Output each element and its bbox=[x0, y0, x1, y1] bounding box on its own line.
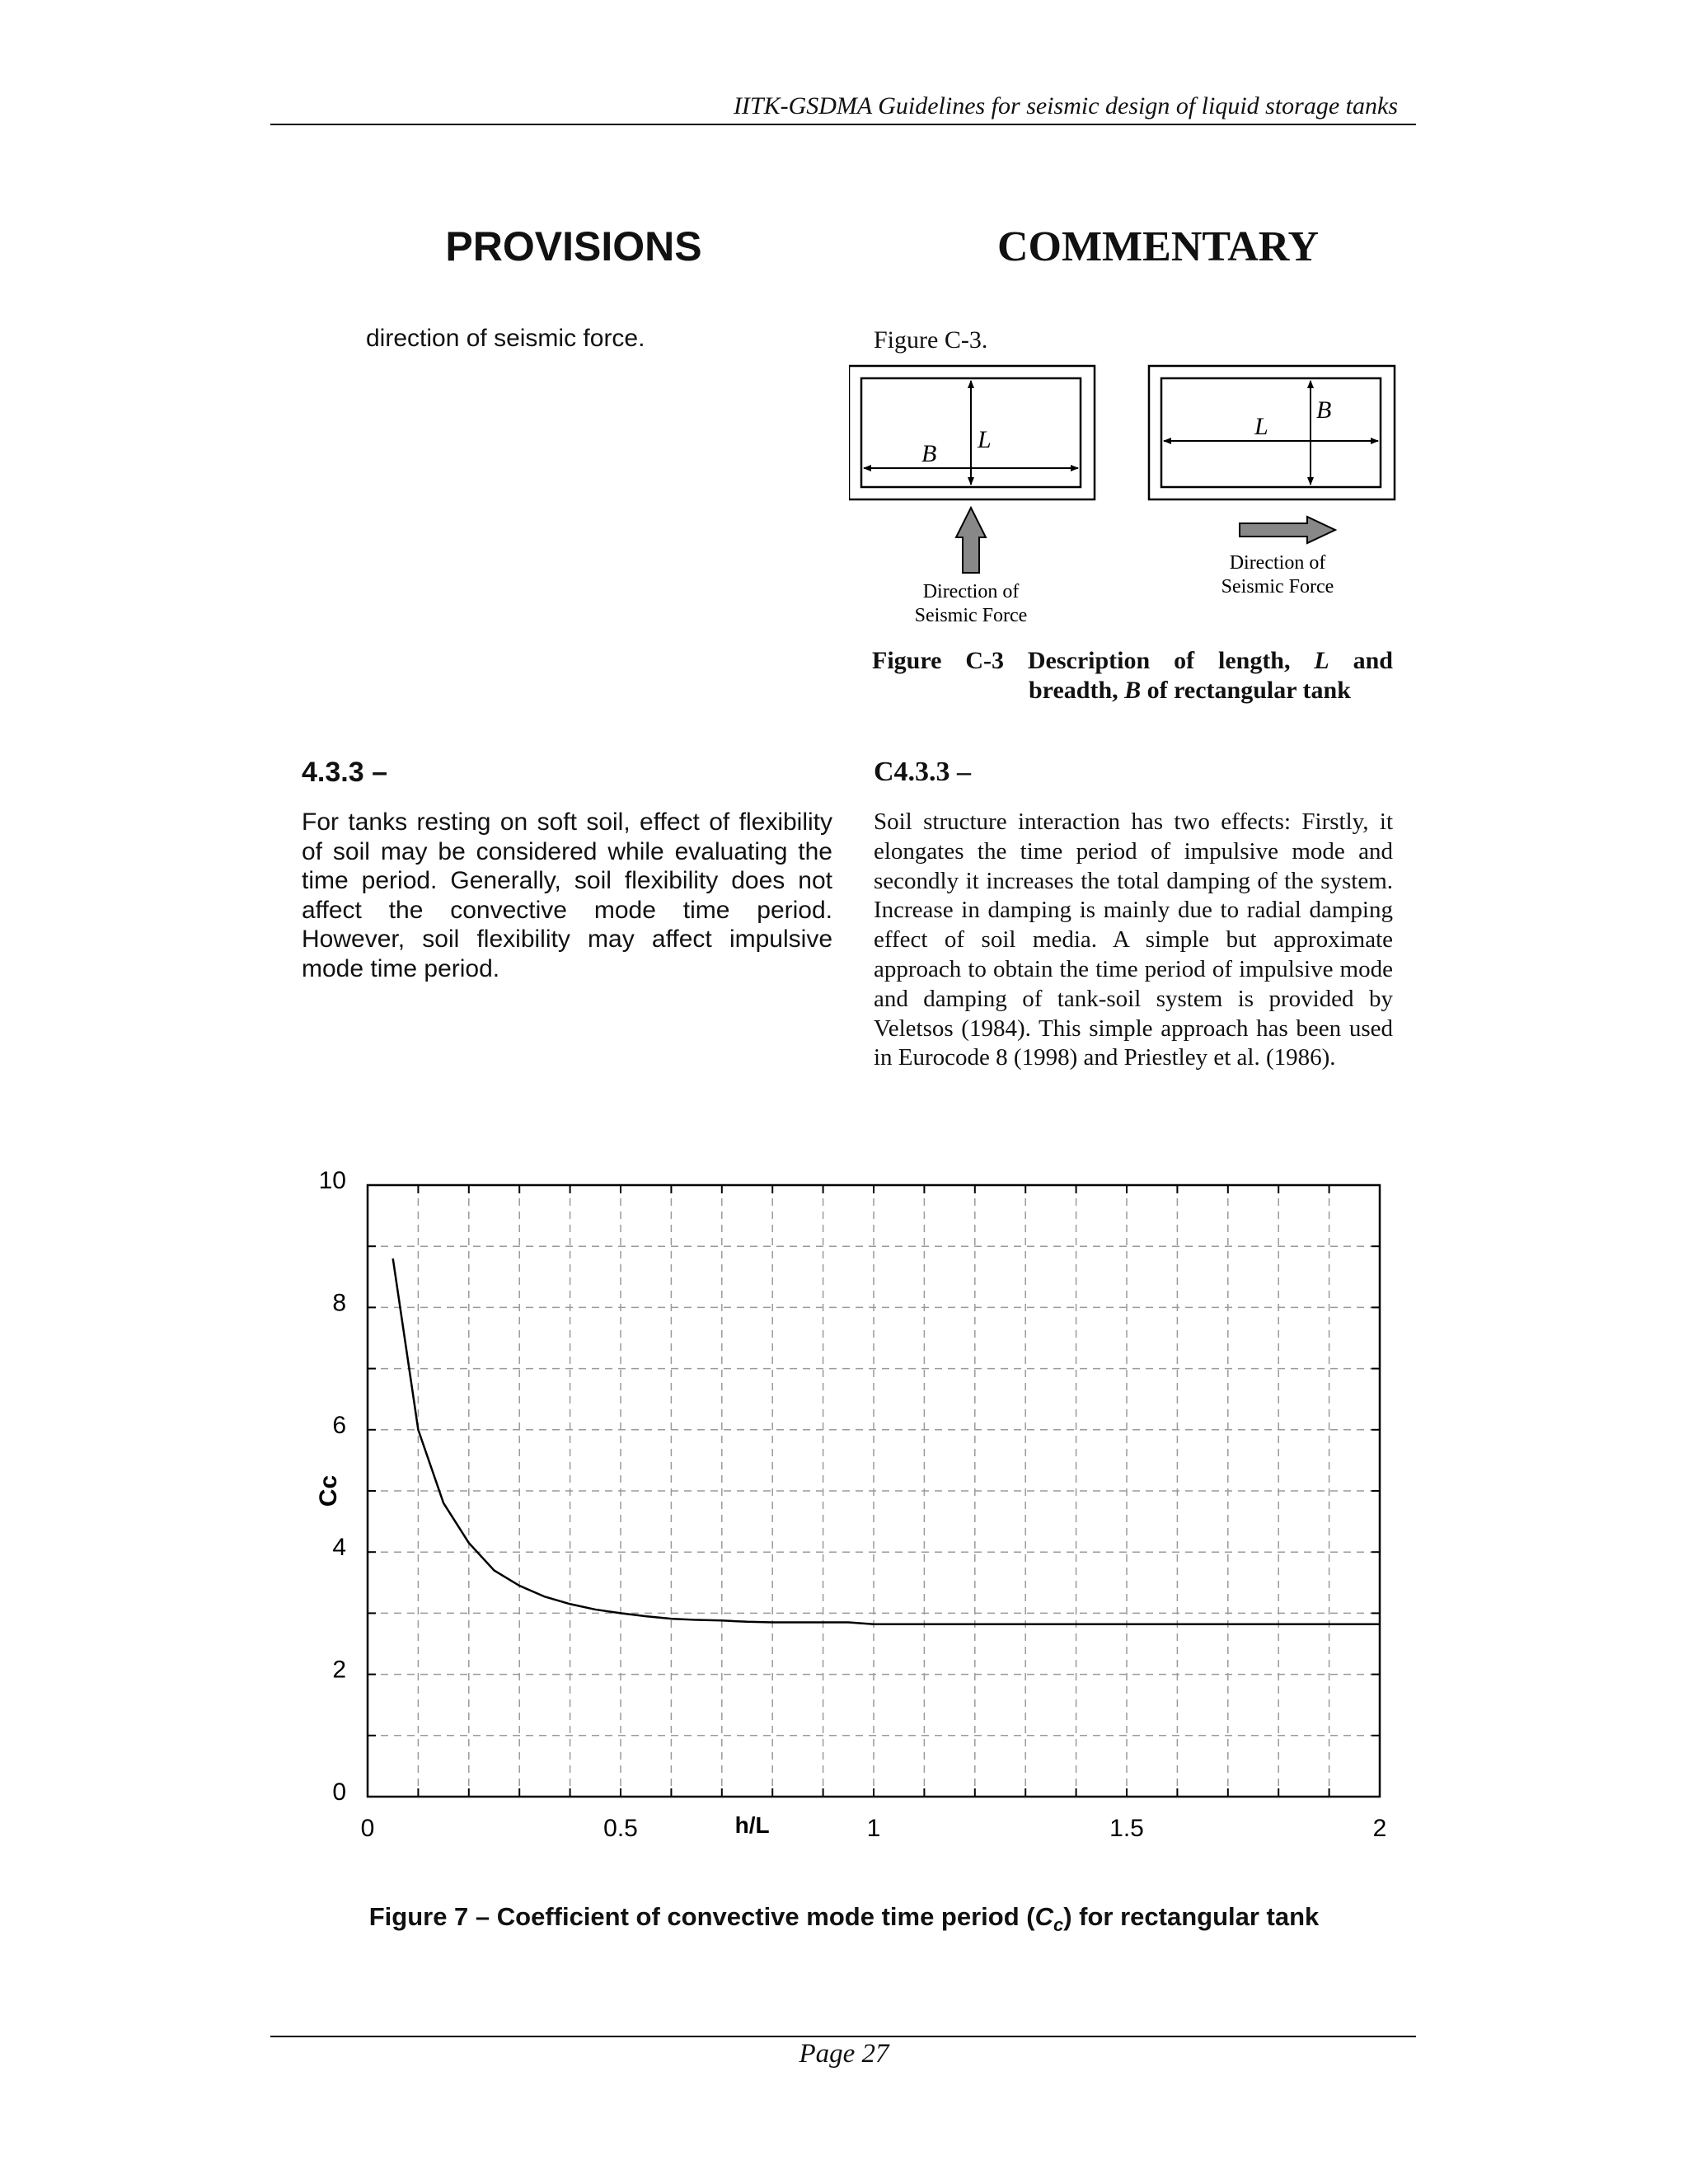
caption-word: L bbox=[1314, 647, 1329, 674]
caption-word: of bbox=[1174, 647, 1195, 674]
y-tick-label: 6 bbox=[332, 1411, 346, 1439]
caption-word: Figure bbox=[872, 647, 942, 674]
y-tick-label: 4 bbox=[332, 1534, 346, 1562]
provisions-continuation-text: direction of seismic force. bbox=[366, 325, 645, 352]
footer-rule bbox=[270, 2036, 1416, 2037]
running-header: IITK-GSDMA Guidelines for seismic design of liquid storage tanks bbox=[733, 92, 1398, 120]
x-tick-label: 0 bbox=[360, 1815, 375, 1842]
right-tank-length-label: L bbox=[1254, 413, 1268, 440]
y-axis-label: Cc bbox=[315, 1474, 342, 1507]
chart-tick-labels bbox=[319, 1167, 1387, 1842]
caption-word: length, bbox=[1217, 647, 1291, 674]
provisions-body-text: For tanks resting on soft soil, effect of flexibility of soil may be considered while evaluating the time period. Generally, soil flexibility does not affect the convective mode time period. However, soil flexibility may affect impulsive mode time period. bbox=[302, 808, 832, 982]
y-tick-label: 10 bbox=[318, 1167, 346, 1194]
commentary-column-title: COMMENTARY bbox=[996, 223, 1320, 270]
left-tank-plan bbox=[849, 366, 1095, 499]
left-force-label-line2: Seismic Force bbox=[914, 605, 1028, 626]
figure-7-caption bbox=[0, 1902, 1688, 1936]
right-tank-breadth-label: B bbox=[1316, 396, 1332, 424]
right-tank-plan bbox=[1149, 366, 1395, 499]
caption-suffix: ) for rectangular tank bbox=[1063, 1902, 1320, 1931]
caption-word: C-3 bbox=[965, 647, 1004, 674]
commentary-body-text: Soil structure interaction has two effects: Firstly, it elongates the time period of impulsive mode and secondly it increases the total damping of the system. Increase in damping is mainly due to radial damping effect of soil media. A simple but approximate approach to obtain the time period of impulsive mode and damping of tank-soil system is provided by Veletsos (1984). This simple approach has been used in Eurocode 8 (1998) and Priestley et al. (1986). bbox=[874, 808, 1393, 1071]
caption-prefix: Figure 7 – Coefficient of convective mode time period ( bbox=[368, 1902, 1035, 1931]
provisions-column-title: PROVISIONS bbox=[445, 223, 702, 269]
y-tick-label: 0 bbox=[332, 1779, 346, 1806]
right-force-label-line1: Direction of bbox=[1229, 552, 1326, 574]
left-force-arrow bbox=[956, 508, 986, 573]
left-force-label-line1: Direction of bbox=[922, 581, 1020, 602]
caption-word: Description bbox=[1027, 647, 1151, 674]
commentary-figure-reference: Figure C-3. bbox=[874, 326, 988, 354]
chart-grid bbox=[368, 1185, 1380, 1797]
caption-word: of rectangular tank bbox=[1146, 677, 1351, 704]
caption-symbol: C bbox=[1034, 1902, 1053, 1931]
left-tank-breadth-label: B bbox=[921, 440, 937, 467]
cc-curve bbox=[393, 1258, 1380, 1624]
figure-c3-tank-diagram bbox=[849, 363, 1426, 643]
page-number: Page 27 bbox=[799, 2039, 889, 2069]
left-tank-length-label: L bbox=[978, 426, 992, 453]
y-tick-label: 8 bbox=[332, 1289, 346, 1317]
x-axis-label: h/L bbox=[734, 1812, 770, 1838]
right-force-arrow bbox=[1240, 517, 1335, 543]
caption-word: and bbox=[1353, 647, 1393, 674]
caption-word: breadth, bbox=[1029, 677, 1118, 704]
header-rule bbox=[270, 124, 1416, 125]
provisions-section-heading: 4.3.3 – bbox=[302, 757, 387, 788]
y-tick-label: 2 bbox=[332, 1656, 346, 1684]
x-tick-label: 2 bbox=[1372, 1815, 1387, 1842]
x-tick-label: 1.5 bbox=[1109, 1815, 1144, 1842]
caption-subscript: c bbox=[1053, 1915, 1064, 1936]
commentary-section-heading: C4.3.3 – bbox=[874, 757, 972, 787]
x-tick-label: 0.5 bbox=[603, 1815, 638, 1842]
right-force-label-line2: Seismic Force bbox=[1221, 576, 1334, 598]
caption-word: B bbox=[1124, 677, 1142, 704]
x-tick-label: 1 bbox=[866, 1815, 881, 1842]
figure-c3-caption bbox=[872, 646, 1393, 705]
figure-7-chart bbox=[288, 1146, 1442, 1871]
